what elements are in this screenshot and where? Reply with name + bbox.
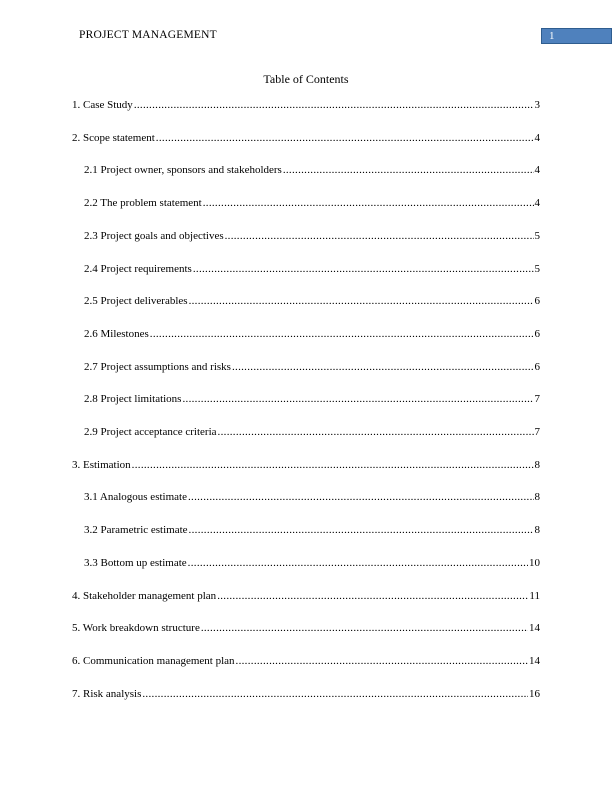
toc-dot-leader — [134, 98, 534, 112]
toc-dot-leader — [156, 131, 534, 145]
toc-dot-leader — [188, 556, 528, 570]
toc-dot-leader — [236, 654, 528, 668]
toc-entry-label: 2. Scope statement — [72, 132, 155, 144]
toc-dot-leader — [189, 523, 534, 537]
toc-entry-page: 14 — [529, 622, 540, 634]
toc-entry-label: 2.5 Project deliverables — [84, 295, 188, 307]
toc-dot-leader — [193, 262, 534, 276]
toc-dot-leader — [201, 621, 528, 635]
toc-entry-page: 4 — [534, 197, 540, 209]
running-header-title: PROJECT MANAGEMENT — [79, 29, 217, 41]
toc-entry-label: 5. Work breakdown structure — [72, 622, 200, 634]
toc-entry-page: 8 — [534, 491, 540, 503]
toc-entry[interactable] — [84, 262, 540, 276]
toc-dot-leader — [283, 163, 534, 177]
toc-entry-page: 16 — [529, 688, 540, 700]
toc-entry[interactable] — [72, 458, 540, 472]
toc-entry-label: 7. Risk analysis — [72, 688, 142, 700]
toc-entry-page: 7 — [534, 393, 540, 405]
toc-entry-label: 4. Stakeholder management plan — [72, 590, 217, 602]
toc-entry[interactable] — [84, 163, 540, 177]
toc-entry-label: 2.3 Project goals and objectives — [84, 230, 224, 242]
toc-entry[interactable] — [72, 687, 540, 701]
toc-entry[interactable] — [72, 98, 540, 112]
toc-entry[interactable] — [84, 196, 540, 210]
toc-entry-label: 3.2 Parametric estimate — [84, 524, 188, 536]
toc-entry-page: 6 — [534, 328, 540, 340]
toc-entry[interactable] — [84, 360, 540, 374]
toc-entry[interactable] — [72, 621, 540, 635]
toc-entry-page: 10 — [529, 557, 540, 569]
toc-entry-page: 8 — [534, 459, 540, 471]
toc-entry-page: 4 — [534, 164, 540, 176]
toc-entry[interactable] — [84, 556, 540, 570]
toc-entry-label: 1. Case Study — [72, 99, 133, 111]
toc-dot-leader — [218, 425, 534, 439]
toc-entry-page: 6 — [534, 295, 540, 307]
toc-entry[interactable] — [84, 327, 540, 341]
toc-dot-leader — [150, 327, 534, 341]
toc-entry-label: 2.4 Project requirements — [84, 263, 192, 275]
toc-dot-leader — [232, 360, 534, 374]
toc-entry-label: 2.1 Project owner, sponsors and stakeholders — [84, 164, 282, 176]
toc-entry[interactable] — [72, 131, 540, 145]
toc-entry-page: 5 — [534, 230, 540, 242]
toc-dot-leader — [203, 196, 534, 210]
toc-dot-leader — [142, 687, 528, 701]
toc-dot-leader — [217, 589, 528, 603]
toc-entry-page: 6 — [534, 361, 540, 373]
toc-entry[interactable] — [84, 392, 540, 406]
toc-entry[interactable] — [72, 589, 540, 603]
toc-entry-page: 8 — [534, 524, 540, 536]
toc-dot-leader — [225, 229, 534, 243]
toc-entry-label: 3.1 Analogous estimate — [84, 491, 187, 503]
toc-dot-leader — [182, 392, 533, 406]
toc-entry[interactable] — [84, 294, 540, 308]
toc-entry-page: 4 — [534, 132, 540, 144]
toc-entry-page: 11 — [529, 590, 540, 602]
toc-entry[interactable] — [84, 523, 540, 537]
toc-entry-page: 3 — [534, 99, 540, 111]
toc-entry-label: 6. Communication management plan — [72, 655, 235, 667]
toc-entry-label: 2.8 Project limitations — [84, 393, 182, 405]
toc-entry[interactable] — [72, 654, 540, 668]
toc-entry-label: 3.3 Bottom up estimate — [84, 557, 187, 569]
toc-entry-label: 2.7 Project assumptions and risks — [84, 361, 231, 373]
toc-title: Table of Contents — [263, 72, 349, 86]
toc-entry[interactable] — [84, 490, 540, 504]
toc-entry-page: 7 — [534, 426, 540, 438]
toc-dot-leader — [132, 458, 534, 472]
toc-entry[interactable] — [84, 229, 540, 243]
toc-dot-leader — [189, 294, 534, 308]
toc-dot-leader — [188, 490, 534, 504]
toc-entry-label: 3. Estimation — [72, 459, 131, 471]
toc-entry-page: 5 — [534, 263, 540, 275]
toc-entry[interactable] — [84, 425, 540, 439]
toc-entry-label: 2.9 Project acceptance criteria — [84, 426, 217, 438]
toc-entry-page: 14 — [529, 655, 540, 667]
page-number-badge: 1 — [541, 28, 612, 44]
toc-entry-label: 2.2 The problem statement — [84, 197, 202, 209]
toc-entry-label: 2.6 Milestones — [84, 328, 149, 340]
